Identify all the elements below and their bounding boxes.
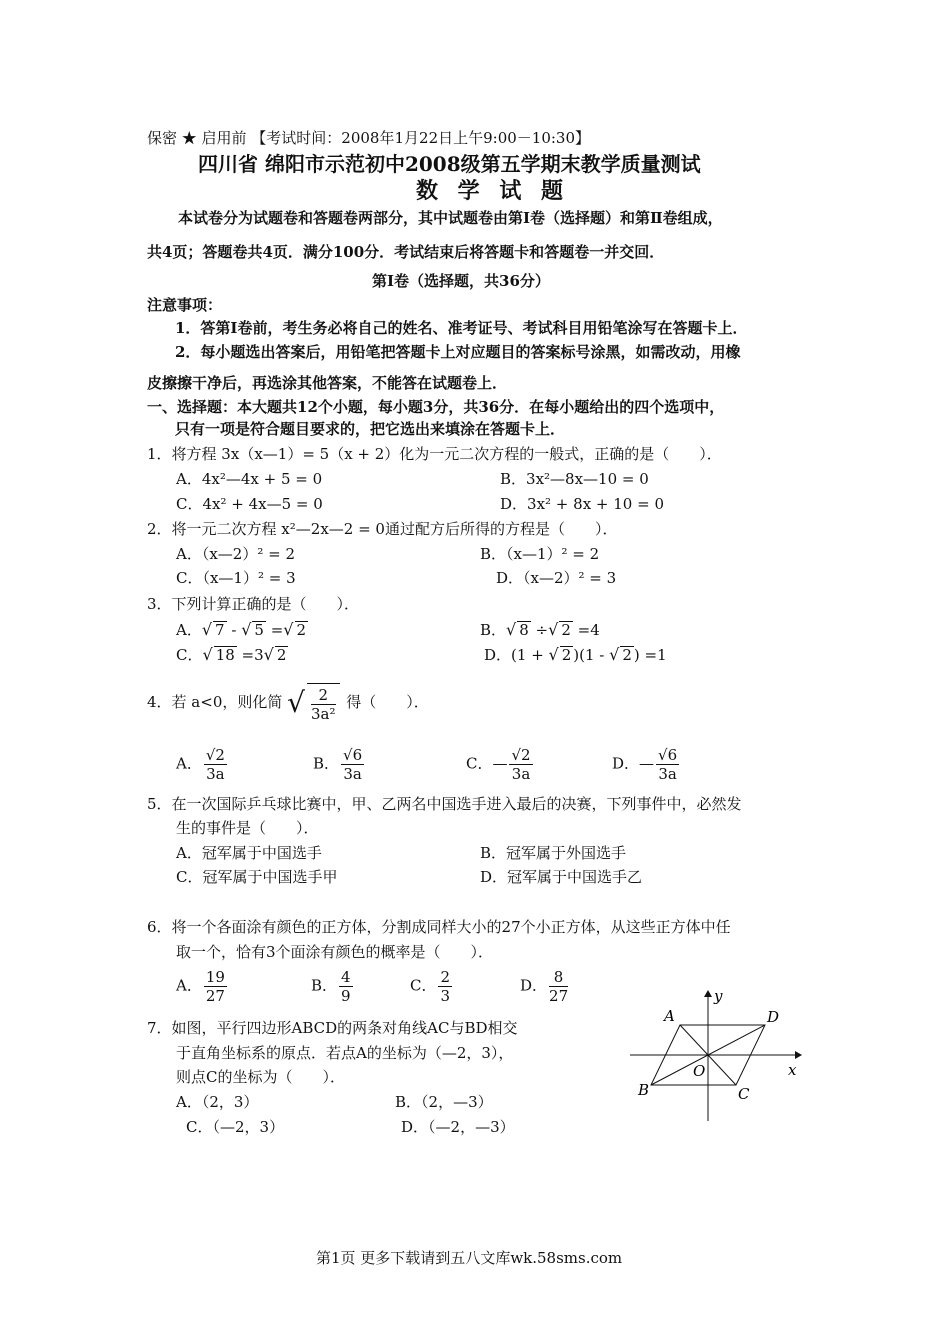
- q6-stem-2: 取一个，恰有3个面涂有颜色的概率是（ ）．: [176, 943, 494, 961]
- label-d: D: [767, 1008, 780, 1026]
- label-y: y: [714, 987, 723, 1005]
- q1-option-b: B．3x²—8x—10 = 0: [500, 470, 649, 488]
- x-axis-arrow: [795, 1051, 802, 1059]
- q1-option-c: C．4x² + 4x—5 = 0: [176, 495, 323, 513]
- notes-item-2a: 2．每小题选出答案后，用铅笔把答题卡上对应题目的答案标号涂黑，如需改动，用橡: [175, 343, 741, 361]
- q2-option-b: B．（x—1）² = 2: [480, 545, 600, 563]
- notes-item-2b: 皮擦擦干净后，再选涂其他答案，不能答在试题卷上．: [147, 374, 508, 392]
- label-o: O: [693, 1062, 706, 1080]
- q3-option-c: C．√ 18 =3√ 2: [176, 645, 287, 664]
- label-c: C: [738, 1085, 750, 1103]
- page-footer: 第1页 更多下载请到五八文库wk.58sms.com: [316, 1249, 623, 1267]
- y-axis-arrow: [704, 990, 712, 997]
- q3-option-d: D．(1 + √ 2 )(1 - √ 2 ) =1: [484, 645, 667, 664]
- label-a: A: [664, 1007, 675, 1025]
- q1-option-a: A．4x²—4x + 5 = 0: [176, 470, 323, 488]
- q4-option-d: D．— $\frac{√6}{3a}$: [612, 746, 678, 783]
- q2-stem: 2．将一元二次方程 x²—2x—2 = 0通过配方后所得的方程是（ ）．: [147, 520, 618, 538]
- q7-stem-3: 则点C的坐标为（ ）．: [176, 1068, 345, 1086]
- exam-secret-line: 保密 ★ 启用前 【考试时间：2008年1月22日上午9:00－10:30】: [147, 129, 591, 147]
- q6-option-b: B． $\frac{4}{9}$: [311, 968, 351, 1005]
- exam-subtitle: 数 学 试 题: [416, 178, 569, 204]
- label-b: B: [638, 1081, 650, 1099]
- q4-option-a: A． $\frac{√2}{3a}$: [176, 746, 225, 783]
- q6-option-d: D． $\frac{8}{27}$: [520, 968, 569, 1005]
- section1-line-1: 一、选择题：本大题共12个小题，每小题3分，共36分．在每小题给出的四个选项中，: [147, 398, 725, 416]
- q7-option-a: A．（2，3）: [176, 1093, 259, 1111]
- q6-option-c: C． $\frac{2}{3}$: [410, 968, 451, 1005]
- q7-option-c: C．（—2，3）: [186, 1118, 285, 1136]
- q6-stem-1: 6．将一个各面涂有颜色的正方体，分割成同样大小的27个小正方体，从这些正方体中任: [147, 918, 731, 936]
- q3-stem: 3．下列计算正确的是（ ）．: [147, 595, 360, 613]
- q2-option-a: A．（x—2）² = 2: [176, 545, 295, 563]
- q5-option-d: D．冠军属于中国选手乙: [480, 868, 643, 886]
- q2-option-d: D．（x—2）² = 3: [496, 569, 617, 587]
- q7-stem-1: 7．如图，平行四边形ABCD的两条对角线AC与BD相交: [147, 1019, 518, 1037]
- section1-line-2: 只有一项是符合题目要求的，把它选出来填涂在答题卡上．: [175, 420, 566, 438]
- q4-option-c: C．— $\frac{√2}{3a}$: [466, 746, 531, 783]
- q7-option-b: B．（2，—3）: [395, 1093, 493, 1111]
- q7-option-d: D．（—2，—3）: [401, 1118, 515, 1136]
- q1-stem: 1．将方程 3x（x—1）= 5（x + 2）化为一元二次方程的一般式，正确的是（ ）．: [147, 445, 722, 463]
- q5-stem-1: 5．在一次国际乒乓球比赛中，甲、乙两名中国选手进入最后的决赛，下列事件中，必然发: [147, 795, 742, 813]
- exam-title: 四川省 绵阳市示范初中2008级第五学期末教学质量测试: [198, 152, 701, 176]
- q3-option-a: A．√ 7 - √ 5 =√ 2: [176, 620, 307, 639]
- notes-item-1: 1．答第Ⅰ卷前，考生务必将自己的姓名、准考证号、考试科目用铅笔涂写在答题卡上．: [175, 319, 748, 337]
- intro-line-2: 共4页；答题卷共4页．满分100分．考试结束后将答题卡和答题卷一并交回．: [147, 243, 665, 261]
- parallelogram-figure: [620, 985, 810, 1125]
- q5-stem-2: 生的事件是（ ）．: [176, 819, 319, 837]
- q5-option-a: A．冠军属于中国选手: [176, 844, 322, 862]
- q4-stem: 4．若 a<0，则化简 √ $\frac{2}{\text{3a²}}$ 得（ ）．: [147, 683, 429, 723]
- q3-option-b: B．√ 8 ÷√ 2 =4: [480, 620, 600, 639]
- q4-option-b: B． $\frac{√6}{3a}$: [313, 746, 363, 783]
- q6-option-a: A． $\frac{19}{27}$: [176, 968, 225, 1005]
- q1-option-d: D．3x² + 8x + 10 = 0: [500, 495, 664, 513]
- q2-option-c: C．（x—1）² = 3: [176, 569, 296, 587]
- q5-option-c: C．冠军属于中国选手甲: [176, 868, 338, 886]
- label-x: x: [788, 1061, 797, 1079]
- q5-option-b: B．冠军属于外国选手: [480, 844, 627, 862]
- part1-heading: 第Ⅰ卷（选择题，共36分）: [372, 272, 550, 290]
- notes-heading: 注意事项：: [147, 296, 223, 314]
- intro-line-1: 本试卷分为试题卷和答题卷两部分，其中试题卷由第Ⅰ卷（选择题）和第Ⅱ卷组成，: [178, 209, 723, 227]
- q7-stem-2: 于直角坐标系的原点．若点A的坐标为（—2，3），: [176, 1044, 514, 1062]
